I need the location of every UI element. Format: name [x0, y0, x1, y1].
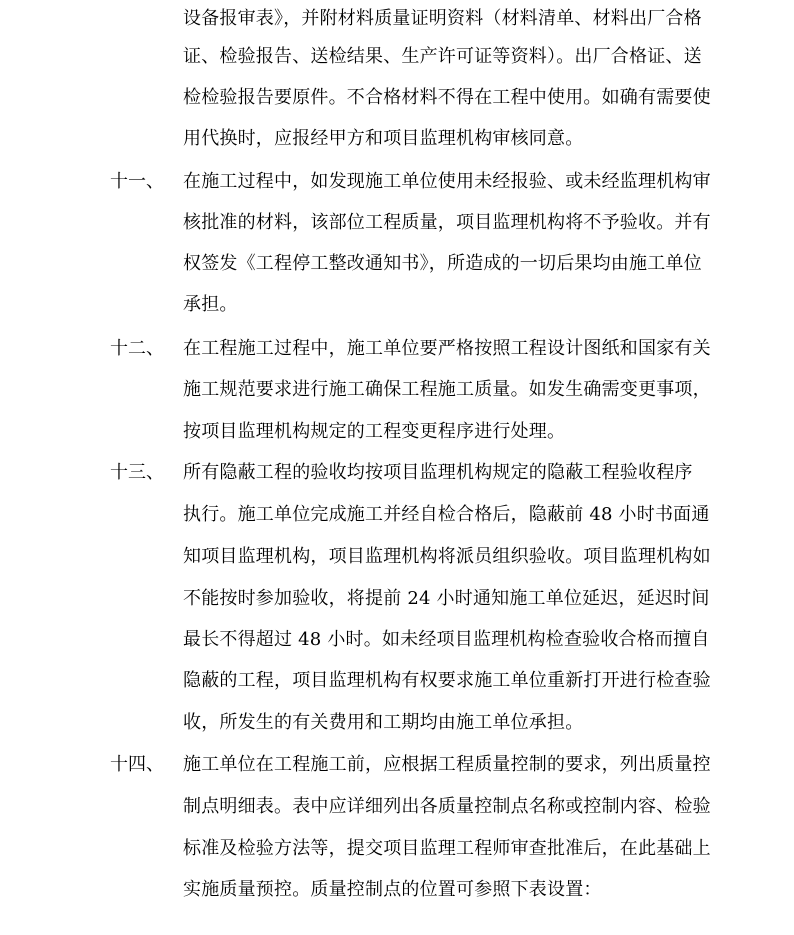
text-line: 权签发《工程停工整改通知书》，所造成的一切后果均由施工单位 [183, 253, 702, 274]
text-line: 承担。 [183, 294, 238, 315]
text-line: 标准及检验方法等，提交项目监理工程师审查批准后，在此基础上 [183, 838, 711, 859]
text-line: 在施工过程中，如发现施工单位使用未经报验、或未经监理机构审 [183, 171, 711, 192]
text-line: 执行。施工单位完成施工并经自检合格后，隐蔽前 48 小时书面通 [183, 504, 710, 525]
text-line: 检检验报告要原件。不合格材料不得在工程中使用。如确有需要使 [183, 87, 711, 108]
text-line: 所有隐蔽工程的验收均按项目监理机构规定的隐蔽工程验收程序 [183, 462, 693, 483]
clause-number: 十三、 [110, 462, 164, 483]
text-line: 知项目监理机构，项目监理机构将派员组织验收。项目监理机构如 [183, 546, 711, 567]
clause-number: 十一、 [110, 171, 164, 192]
text-line: 施工规范要求进行施工确保工程施工质量。如发生确需变更事项， [183, 379, 711, 400]
text-line: 最长不得超过 48 小时。如未经项目监理机构检查验收合格而擅自 [183, 629, 710, 650]
text-line: 用代换时，应报经甲方和项目监理机构审核同意。 [183, 128, 584, 149]
text-line: 制点明细表。表中应详细列出各质量控制点名称或控制内容、检验 [183, 796, 711, 817]
clause-number: 十二、 [110, 338, 164, 359]
clause-number: 十四、 [110, 754, 164, 775]
text-line: 施工单位在工程施工前，应根据工程质量控制的要求，列出质量控 [183, 754, 711, 775]
text-line: 核批准的材料，该部位工程质量，项目监理机构将不予验收。并有 [183, 212, 711, 233]
text-line: 证、检验报告、送检结果、生产许可证等资料）。出厂合格证、送 [183, 46, 702, 67]
text-line: 设备报审表》，并附材料质量证明资料（材料清单、材料出厂合格 [183, 8, 702, 29]
text-line: 按项目监理机构规定的工程变更程序进行处理。 [183, 421, 566, 442]
text-line: 隐蔽的工程，项目监理机构有权要求施工单位重新打开进行检查验 [183, 670, 711, 691]
text-line: 不能按时参加验收，将提前 24 小时通知施工单位延迟，延迟时间 [183, 588, 710, 609]
text-line: 在工程施工过程中，施工单位要严格按照工程设计图纸和国家有关 [183, 338, 711, 359]
text-line: 收，所发生的有关费用和工期均由施工单位承担。 [183, 712, 584, 733]
text-line: 实施质量预控。质量控制点的位置可参照下表设置： [183, 879, 602, 900]
